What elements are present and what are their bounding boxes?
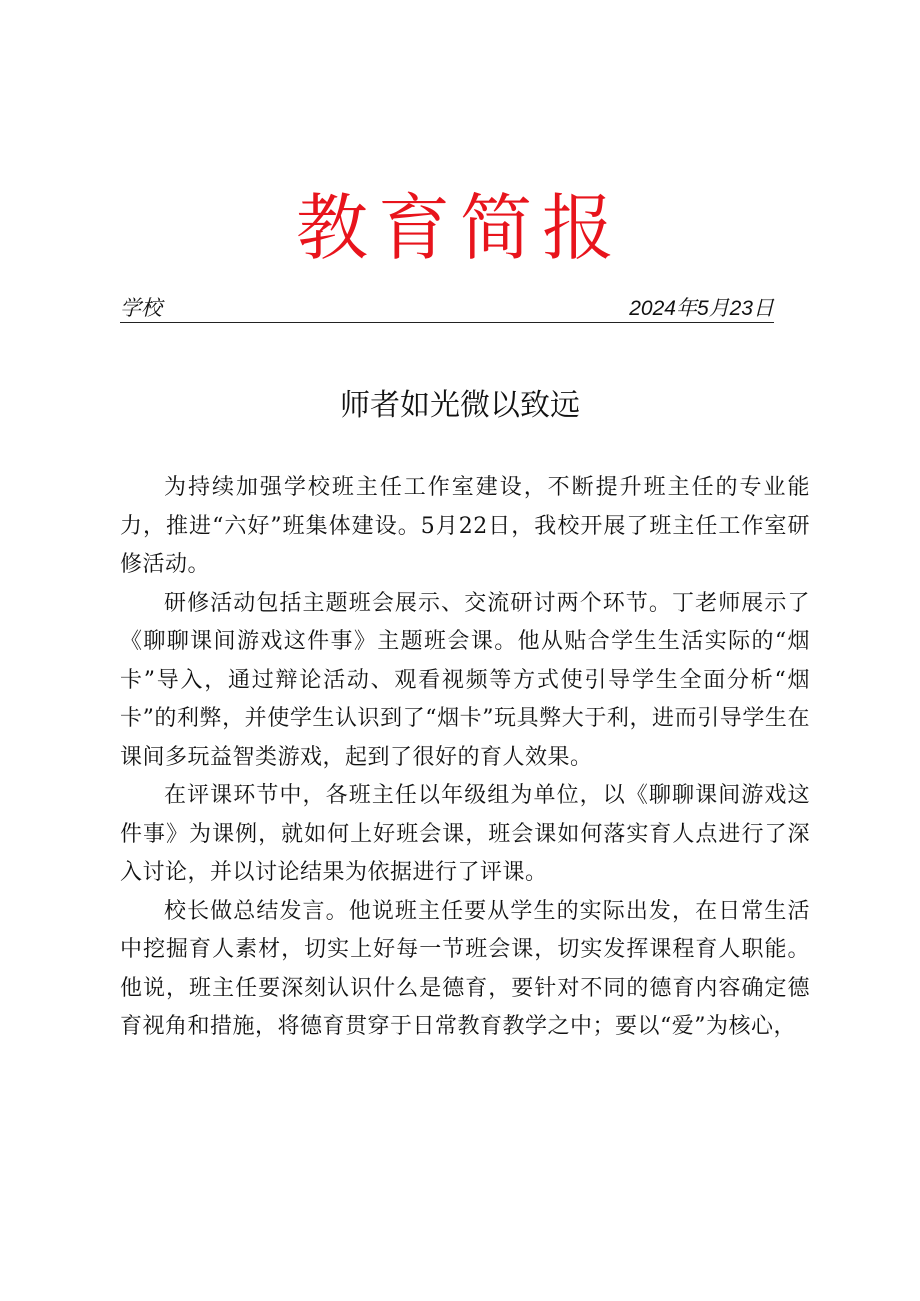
paragraph: 为持续加强学校班主任工作室建设，不断提升班主任的专业能力，推进“六好”班集体建设。5月22日，我校开展了班主任工作室研修活动。 [120,475,810,577]
newsletter-masthead: 教育简报 [295,186,624,270]
paragraph: 研修活动包括主题班会展示、交流研讨两个环节。丁老师展示了《聊聊课间游戏这件事》主题班会课。他从贴合学生生活实际的“烟卡”导入，通过辩论活动、观看视频等方式使引导学生全面分析“烟卡”的利弊，并使学生认识到了“烟卡”玩具弊大于利，进而引导学生在课间多玩益智类游戏，起到了很好的育人效果。 [120,590,810,770]
paragraph: 校长做总结发言。他说班主任要从学生的实际出发，在日常生活中挖掘育人素材，切实上好每一节班会课，切实发挥课程育人职能。他说，班主任要深刻认识什么是德育，要针对不同的德育内容确定德育视角和措施，将德育贯穿于日常教育教学之中；要以“爱”为核心， [120,898,810,1039]
school-label: 学校 [120,297,162,320]
article-title: 师者如光微以致远 [340,388,580,423]
issue-date: 2024年5月23日 [629,297,774,320]
info-line [120,296,774,323]
paragraph: 在评课环节中，各班主任以年级组为单位，以《聊聊课间游戏这件事》为课例，就如何上好班会课，班会课如何落实育人点进行了深入讨论，并以讨论结果为依据进行了评课。 [120,783,810,885]
article-body [120,469,810,1047]
